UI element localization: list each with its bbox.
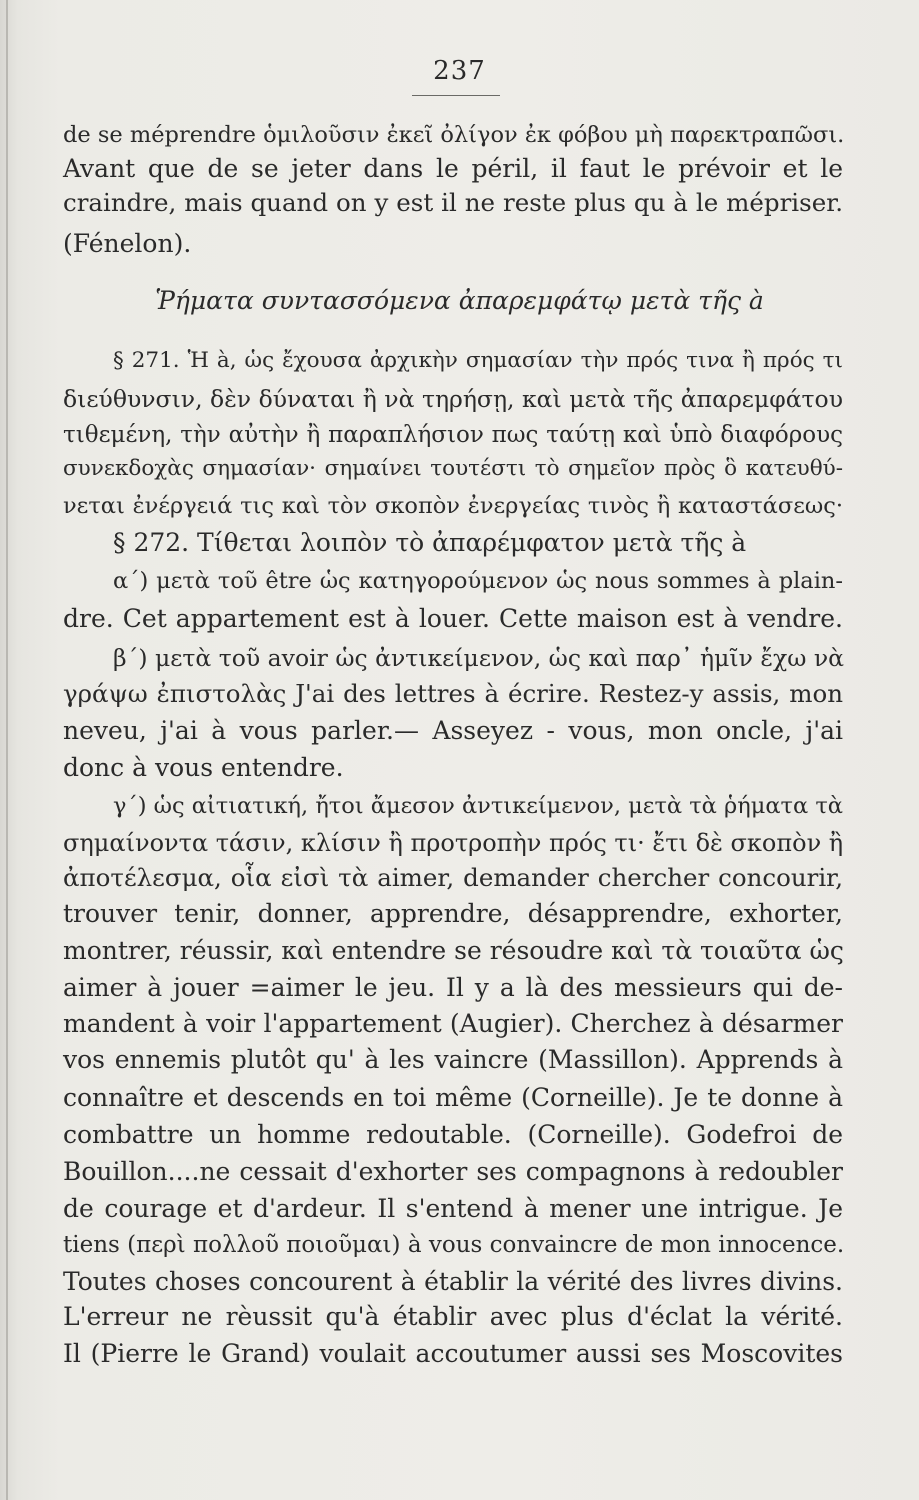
item-gamma-line: Il (Pierre le Grand) voulait accoutumer aussi ses Moscovites xyxy=(63,1339,843,1368)
item-gamma-line: connaître et descends en toi même (Corneille). Je te donne à xyxy=(63,1083,843,1112)
item-beta-line: neveu, j'ai à vous parler.— Asseyez - vous, mon oncle, j'ai xyxy=(63,716,843,745)
text-line: de se méprendre ὁμιλοῦσιν ἐκεῖ ὀλίγον ἐκ φόβου μὴ παρεκτραπῶσι. xyxy=(63,122,845,148)
paragraph-272-line: § 272. Τίθεται λοιπὸν τὸ ἀπαρέμφατον μετὰ τῆς à xyxy=(113,528,747,557)
paragraph-271-line: συνεκδοχὰς σημασίαν· σημαίνει τουτέστι τὸ σημεῖον πρὸς ὃ κατευθύ- xyxy=(63,456,843,481)
section-heading: Ῥήματα συντασσόμενα ἀπαρεμφάτῳ μετὰ τῆς à xyxy=(155,286,764,315)
item-beta-line: γράψω ἐπιστολὰς J'ai des lettres à écrire. Restez-y assis, mon xyxy=(63,679,843,708)
page-number-rule xyxy=(412,95,500,96)
item-gamma-line: Bouillon....ne cessait d'exhorter ses compagnons à redoubler xyxy=(63,1157,843,1186)
item-gamma-line: σημαίνοντα τάσιν, κλίσιν ἢ προτροπὴν πρός τι· ἔτι δὲ σκοπὸν ἢ xyxy=(63,829,844,857)
item-beta-line: β΄) μετὰ τοῦ avoir ὡς ἀντικείμενον, ὡς καὶ παρ᾽ ἡμῖν ἔχω νὰ xyxy=(113,644,845,672)
page-gutter xyxy=(6,0,8,1500)
item-alpha-line: α΄) μετὰ τοῦ être ὡς κατηγορούμενον ὡς nous sommes à plain- xyxy=(113,568,843,594)
item-beta-line: donc à vous entendre. xyxy=(63,753,344,782)
text-line: (Fénelon). xyxy=(63,229,192,258)
item-gamma-line: tiens (περὶ πολλοῦ ποιοῦμαι) à vous convaincre de mon innocence. xyxy=(63,1232,845,1258)
item-gamma-line: montrer, réussir, καὶ entendre se résoudre καὶ τὰ τοιαῦτα ὡς xyxy=(63,936,844,965)
paragraph-271-line: § 271. Ἡ à, ὡς ἔχουσα ἀρχικὴν σημασίαν τὴν πρός τινα ἢ πρός τι xyxy=(113,348,843,373)
item-gamma-line: γ΄) ὡς αἰτιατική, ἤτοι ἄμεσον ἀντικείμενον, μετὰ τὰ ῥήματα τὰ xyxy=(113,793,843,819)
paragraph-271-line: τιθεμένη, τὴν αὐτὴν ἢ παραπλήσιον πως ταύτῃ καὶ ὑπὸ διαφόρους xyxy=(63,422,843,448)
item-gamma-line: vos ennemis plutôt qu' à les vaincre (Massillon). Apprends à xyxy=(63,1045,843,1074)
item-alpha-line: dre. Cet appartement est à louer. Cette maison est à vendre. xyxy=(63,604,843,633)
item-gamma-line: aimer à jouer =aimer le jeu. Il y a là des messieurs qui de- xyxy=(63,973,843,1002)
item-gamma-line: Toutes choses concourent à établir la vérité des livres divins. xyxy=(63,1267,843,1296)
item-gamma-line: de courage et d'ardeur. Il s'entend à mener une intrigue. Je xyxy=(63,1194,843,1223)
item-gamma-line: L'erreur ne rèussit qu'à établir avec plus d'éclat la vérité. xyxy=(63,1302,843,1331)
text-line: craindre, mais quand on y est il ne reste plus qu à le mépriser. xyxy=(63,188,843,217)
item-gamma-line: combattre un homme redoutable. (Corneille). Godefroi de xyxy=(63,1120,843,1149)
item-gamma-line: mandent à voir l'appartement (Augier). Cherchez à désarmer xyxy=(63,1009,843,1038)
item-gamma-line: trouver tenir, donner, apprendre, désapprendre, exhorter, xyxy=(63,899,843,928)
paragraph-271-line: διεύθυνσιν, δὲν δύναται ἢ νὰ τηρήσῃ, καὶ μετὰ τῆς ἀπαρεμφάτου xyxy=(63,385,843,413)
item-gamma-line: ἀποτέλεσμα, οἷα εἰσὶ τὰ aimer, demander chercher concourir, xyxy=(63,863,843,892)
paragraph-271-line: νεται ἐνέργειά τις καὶ τὸν σκοπὸν ἐνεργείας τινὸς ἢ καταστάσεως· xyxy=(63,493,843,519)
page-number: 237 xyxy=(433,56,486,86)
text-line: Avant que de se jeter dans le péril, il faut le prévoir et le xyxy=(63,154,843,183)
